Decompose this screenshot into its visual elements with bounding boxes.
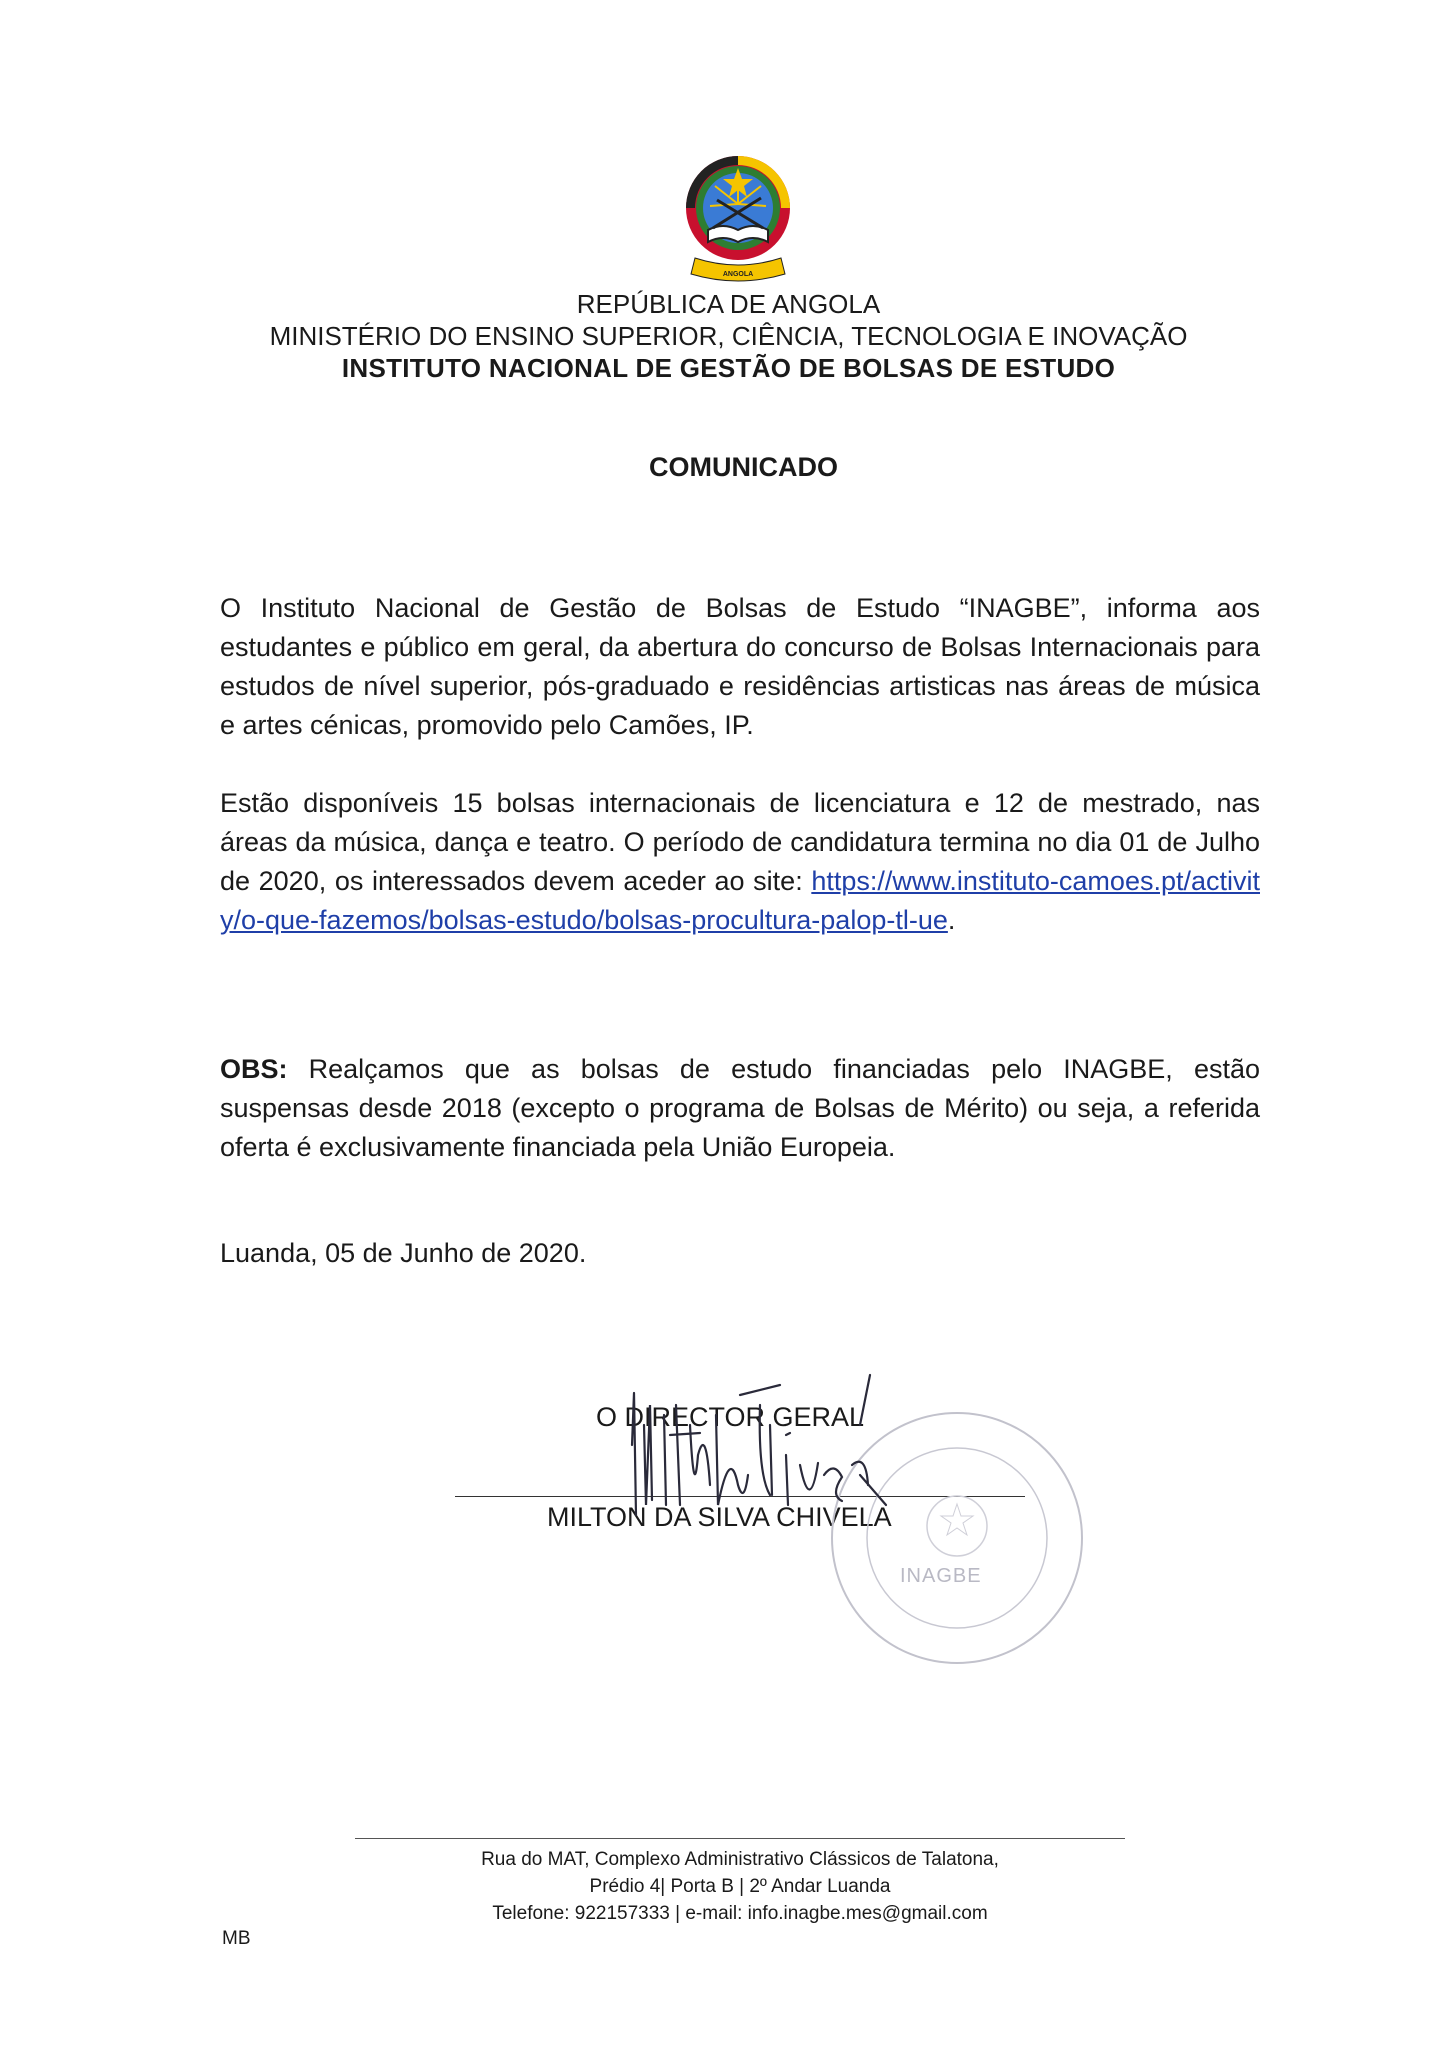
footer-address: [355, 1846, 1125, 1927]
paragraph-announcement: O Instituto Nacional de Gestão de Bolsas de Estudo “INAGBE”, informa aos estudantes e público em geral, da abertura do concurso de Bolsas Internacionais para estudos de nível superior, pós-graduado e residências artisticas nas áreas de música e artes cénicas, promovido pelo Camões, IP.: [220, 593, 1260, 740]
stamp-label: INAGBE: [900, 1565, 982, 1587]
ministry-name: MINISTÉRIO DO ENSINO SUPERIOR, CIÊNCIA, TECNOLOGIA E INOVAÇÃO: [269, 321, 1188, 351]
paragraph-obs: [220, 1050, 1260, 1167]
svg-text:ANGOLA: ANGOLA: [722, 271, 754, 278]
footer-line-3: Telefone: 922157333 | e-mail: info.inagbe.mes@gmail.com: [492, 1903, 988, 1924]
footer-line-1: Rua do MAT, Complexo Administrativo Clássicos de Talatona,: [481, 1849, 999, 1870]
paragraph-end-period: .: [947, 905, 956, 935]
letterhead: [0, 288, 1447, 384]
director-name: MILTON DA SILVA CHIVELA: [547, 1502, 892, 1532]
angola-coat-of-arms-icon: [675, 146, 801, 292]
country-name: REPÚBLICA DE ANGOLA: [576, 289, 881, 319]
date-line: Luanda, 05 de Junho de 2020.: [220, 1238, 587, 1268]
obs-label: OBS:: [220, 1054, 288, 1084]
institute-name: INSTITUTO NACIONAL DE GESTÃO DE BOLSAS DE ESTUDO: [341, 353, 1116, 383]
document-initials: MB: [222, 1928, 251, 1949]
paragraph-scholarships-text: Estão disponíveis 15 bolsas internacionais de licenciatura e 12 de mestrado, nas áreas da música, dança e teatro. O período de candidatura termina no dia 01 de Julho de 2020, os interessados devem aceder ao site:: [220, 788, 1260, 896]
document-title: COMUNICADO: [649, 452, 838, 482]
paragraph-scholarships: [220, 784, 1260, 940]
camoes-link[interactable]: https://www.instituto-camoes.pt/activity/o-que-fazemos/bolsas-estudo/bolsas-procultura-palop-tl-ue: [220, 866, 1260, 935]
obs-text: Realçamos que as bolsas de estudo financiadas pelo INAGBE, estão suspensas desde 2018 (excepto o programa de Bolsas de Mérito) ou seja, a referida oferta é exclusivamente financiada pela União Europeia.: [220, 1054, 1260, 1162]
director-role: O DIRECTOR GERAL: [596, 1402, 865, 1432]
official-stamp-icon: [825, 1408, 1090, 1668]
footer-divider: [355, 1838, 1125, 1839]
footer-line-2: Prédio 4| Porta B | 2º Andar Luanda: [589, 1876, 891, 1897]
